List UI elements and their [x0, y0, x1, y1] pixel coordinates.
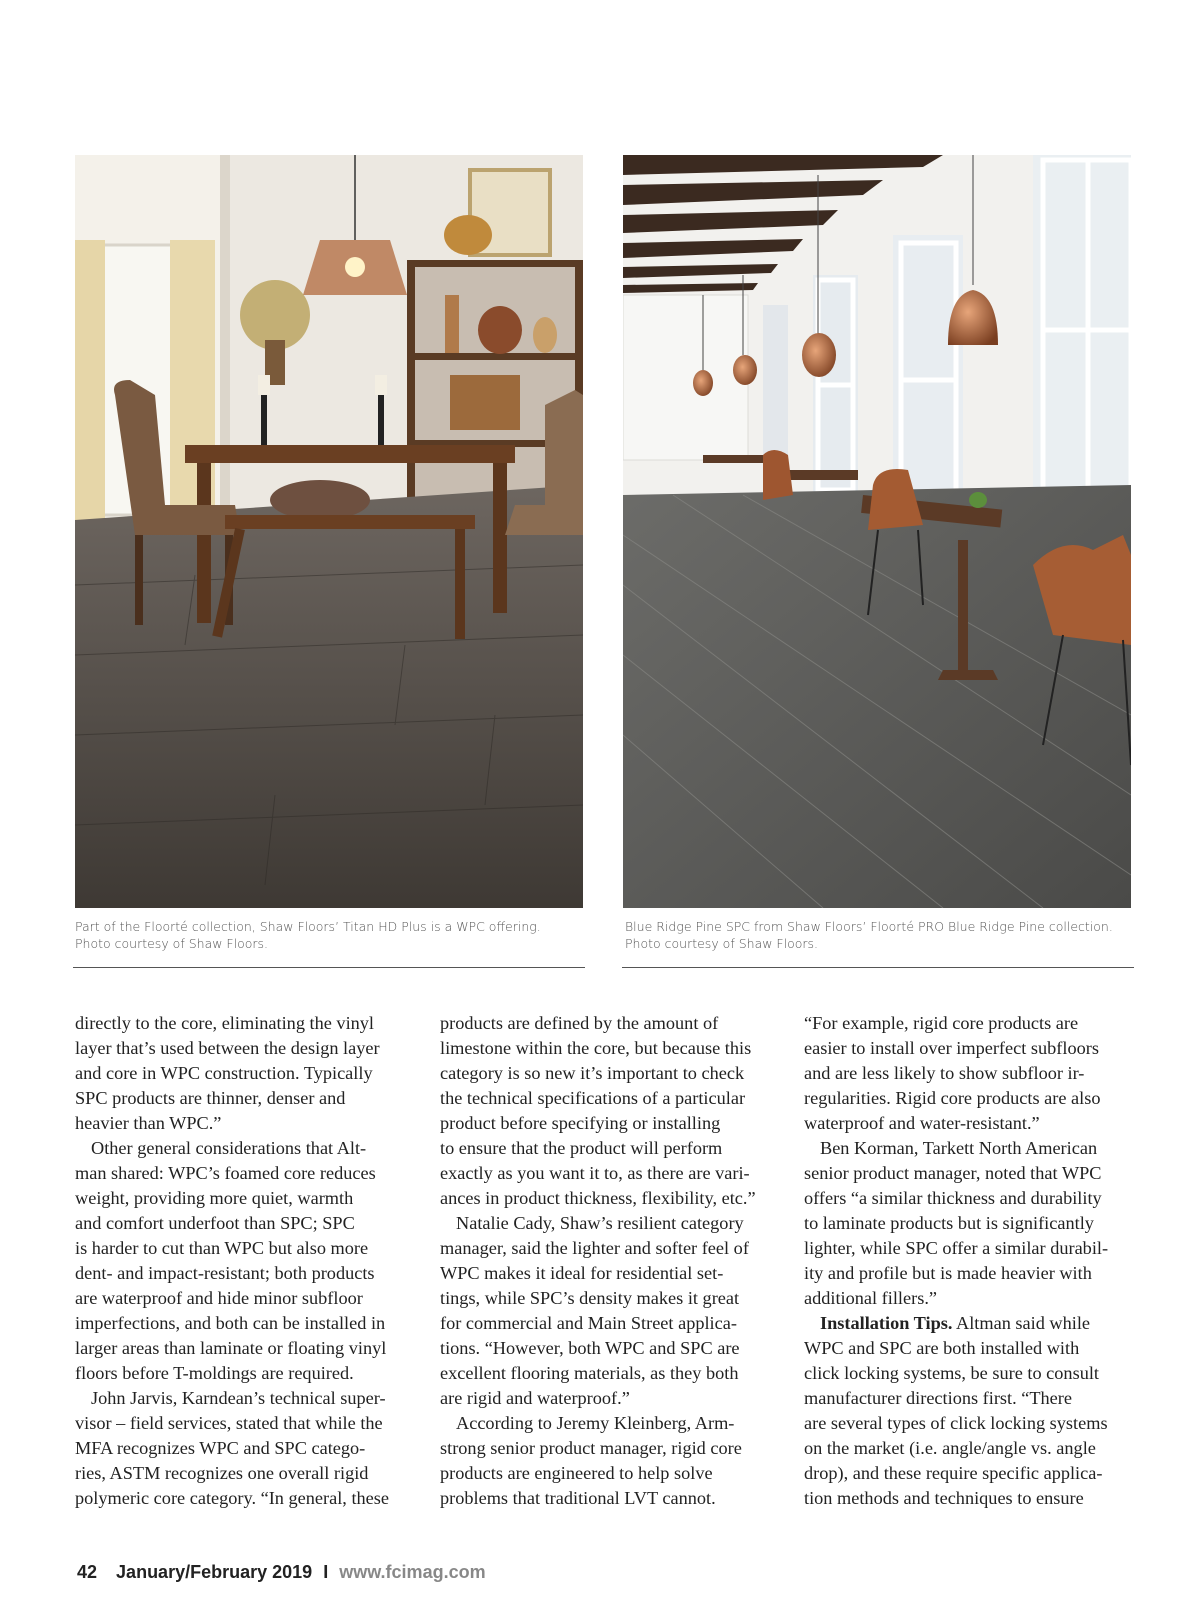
text-line: product before specifying or installing — [440, 1113, 721, 1133]
text-line: ity and profile but is made heavier with — [804, 1263, 1092, 1283]
text-line: exactly as you want it to, as there are vari- — [440, 1163, 750, 1183]
photo-caption-left — [75, 918, 583, 952]
text-line: products are defined by the amount of — [440, 1013, 719, 1033]
caption-line: Part of the Floorté collection, Shaw Floors’ Titan HD Plus is a WPC offering. — [75, 919, 541, 934]
caption-credit: Photo courtesy of Shaw Floors. — [625, 936, 819, 951]
text-line: regularities. Rigid core products are also — [804, 1088, 1101, 1108]
text-line: problems that traditional LVT cannot. — [440, 1488, 716, 1508]
text-line: senior product manager, noted that WPC — [804, 1163, 1102, 1183]
text-line: additional fillers.” — [804, 1288, 938, 1308]
text-line — [804, 1311, 1139, 1336]
text-line: and core in WPC construction. Typically — [75, 1063, 373, 1083]
text-line: dent- and impact-resistant; both products — [75, 1263, 375, 1283]
text-line: offers “a similar thickness and durability — [804, 1188, 1102, 1208]
text-line: imperfections, and both can be installed in — [75, 1313, 386, 1333]
issue-date: January/February 2019 — [116, 1562, 313, 1582]
text-line: waterproof and water-resistant.” — [804, 1113, 1040, 1133]
text-line: on the market (i.e. angle/angle vs. angle — [804, 1438, 1096, 1458]
page-footer — [77, 1562, 486, 1583]
photo-dining-room — [75, 155, 583, 908]
text-line: John Jarvis, Karndean’s technical super- — [91, 1388, 386, 1408]
text-line: manager, said the lighter and softer feel of — [440, 1238, 749, 1258]
text-line: Ben Korman, Tarkett North American — [820, 1138, 1098, 1158]
text-line: heavier than WPC.” — [75, 1113, 222, 1133]
text-line: ances in product thickness, flexibility, etc.” — [440, 1188, 756, 1208]
text-line: to ensure that the product will perform — [440, 1138, 723, 1158]
article-column-1 — [75, 1011, 410, 1511]
text-line: excellent flooring materials, as they both — [440, 1363, 739, 1383]
article-column-2 — [440, 1011, 775, 1511]
caption-divider-right — [622, 967, 1134, 968]
text-line: visor – field services, stated that while the — [75, 1413, 383, 1433]
text-line: weight, providing more quiet, warmth — [75, 1188, 354, 1208]
caption-divider-left — [73, 967, 585, 968]
caption-line: Blue Ridge Pine SPC from Shaw Floors’ Floorté PRO Blue Ridge Pine collection. — [625, 919, 1113, 934]
text-line: SPC products are thinner, denser and — [75, 1088, 346, 1108]
text-line: the technical specifications of a particular — [440, 1088, 746, 1108]
text-line: and comfort underfoot than SPC; SPC — [75, 1213, 355, 1233]
text-line: tings, while SPC’s density makes it great — [440, 1288, 740, 1308]
text-line: tions. “However, both WPC and SPC are — [440, 1338, 740, 1358]
caption-credit: Photo courtesy of Shaw Floors. — [75, 936, 269, 951]
text-line: man shared: WPC’s foamed core reduces — [75, 1163, 376, 1183]
text-line: larger areas than laminate or floating vinyl — [75, 1338, 387, 1358]
text-line: polymeric core category. “In general, these — [75, 1488, 390, 1508]
footer-separator: I — [323, 1562, 329, 1582]
text-line: for commercial and Main Street applica- — [440, 1313, 737, 1333]
text-line: are waterproof and hide minor subfloor — [75, 1288, 363, 1308]
text-line: products are engineered to help solve — [440, 1463, 713, 1483]
text-line: category is so new it’s important to check — [440, 1063, 745, 1083]
text-line: click locking systems, be sure to consult — [804, 1363, 1099, 1383]
text-line: ries, ASTM recognizes one overall rigid — [75, 1463, 369, 1483]
photo-caption-right — [625, 918, 1133, 952]
text-line: strong senior product manager, rigid core — [440, 1438, 742, 1458]
text-line: Other general considerations that Alt- — [91, 1138, 367, 1158]
text-line: floors before T-moldings are required. — [75, 1363, 354, 1383]
website-link[interactable]: www.fcimag.com — [339, 1562, 486, 1582]
article-column-3 — [804, 1011, 1139, 1511]
text-line: Natalie Cady, Shaw’s resilient category — [456, 1213, 744, 1233]
page-number: 42 — [77, 1562, 98, 1582]
text-line: to laminate products but is significantly — [804, 1213, 1094, 1233]
text-line: WPC makes it ideal for residential set- — [440, 1263, 724, 1283]
text-line: According to Jeremy Kleinberg, Arm- — [456, 1413, 735, 1433]
text-line: directly to the core, eliminating the vinyl — [75, 1013, 375, 1033]
text-line: easier to install over imperfect subfloors — [804, 1038, 1099, 1058]
text-line: limestone within the core, but because this — [440, 1038, 752, 1058]
text-line: layer that’s used between the design layer — [75, 1038, 380, 1058]
text-line: is harder to cut than WPC but also more — [75, 1238, 369, 1258]
text-line: “For example, rigid core products are — [804, 1013, 1079, 1033]
text-line: drop), and these require specific applica- — [804, 1463, 1103, 1483]
photo-restaurant — [623, 155, 1131, 908]
text-line: and are less likely to show subfloor ir- — [804, 1063, 1085, 1083]
text-run: Altman said while — [956, 1313, 1091, 1333]
section-heading: Installation Tips. — [820, 1313, 953, 1333]
text-line: WPC and SPC are both installed with — [804, 1338, 1080, 1358]
text-line: manufacturer directions first. “There — [804, 1388, 1072, 1408]
text-line: are several types of click locking systems — [804, 1413, 1108, 1433]
text-line: lighter, while SPC offer a similar durabil- — [804, 1238, 1109, 1258]
text-line: tion methods and techniques to ensure — [804, 1488, 1084, 1508]
text-line: are rigid and waterproof.” — [440, 1388, 630, 1408]
text-line: MFA recognizes WPC and SPC catego- — [75, 1438, 366, 1458]
